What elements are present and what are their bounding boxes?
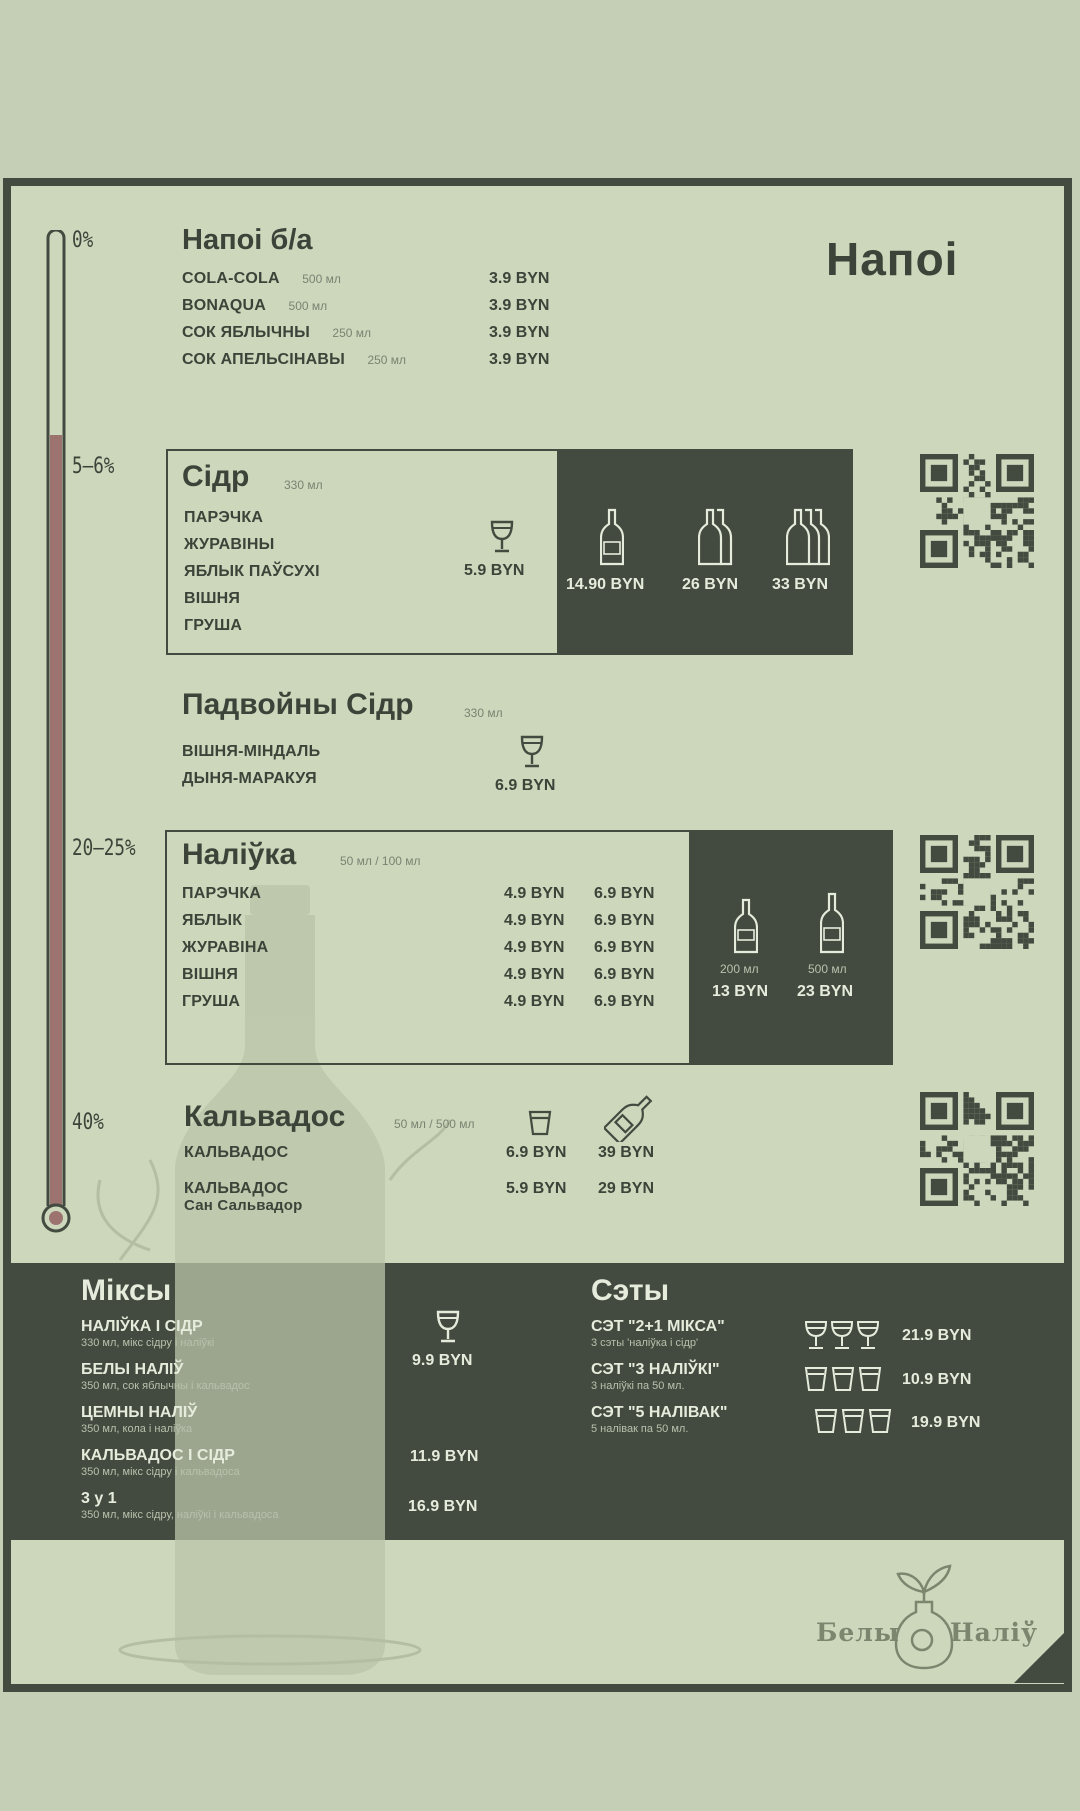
cider-bottle-price-3: 33 BYN <box>772 576 829 593</box>
item-volume: 250 мл <box>367 353 407 367</box>
mix-price-4: 11.9 BYN <box>410 1448 479 1465</box>
cider-bottle-price-2: 26 BYN <box>682 576 739 593</box>
price-100: 6.9 BYN <box>594 993 655 1010</box>
mix-description: 350 мл, мікс сідру, наліўкі і кальвадоса <box>81 1509 279 1521</box>
list-item: ВІШНЯ <box>184 590 241 607</box>
list-item <box>184 1180 684 1216</box>
naliwka-list <box>182 880 672 1015</box>
three-bottles-icon <box>786 508 830 568</box>
set-name: СЭТ "5 НАЛІВАК" <box>591 1404 728 1421</box>
set-name: СЭТ "3 НАЛІЎКІ" <box>591 1361 720 1378</box>
logo-bottle-icon <box>892 1552 956 1672</box>
list-item <box>182 880 672 907</box>
double-cider-title: Падвойны Сідр <box>182 688 414 721</box>
item-volume: 500 мл <box>288 299 328 313</box>
price-50: 4.9 BYN <box>504 966 565 983</box>
cider-bottle-price-1: 14.90 BYN <box>566 576 645 593</box>
thermometer-label-0: 0% <box>72 228 94 253</box>
item-name: СОК АПЕЛЬСІНАВЫ <box>182 351 345 368</box>
soft-drinks-list <box>182 265 582 373</box>
naliwka-bottle-price-1: 13 BYN <box>712 983 769 1000</box>
mixes-group-price: 9.9 BYN <box>412 1352 473 1369</box>
cider-glass-price: 5.9 BYN <box>464 562 525 579</box>
mix-name: НАЛІЎКА І СІДР <box>81 1318 203 1335</box>
set-description: 3 наліўкі па 50 мл. <box>591 1380 685 1392</box>
naliwka-volume: 50 мл / 100 мл <box>340 854 421 868</box>
sets-title: Сэты <box>591 1274 670 1307</box>
wine-glass-icon <box>488 520 516 554</box>
item-name: КАЛЬВАДОС <box>184 1180 289 1197</box>
list-item: ЯБЛЫК ПАЎСУХІ <box>184 563 320 580</box>
soft-drinks-title: Напоі б/а <box>182 224 313 256</box>
list-item: ЖУРАВІНЫ <box>184 536 275 553</box>
mix-description: 350 мл, мікс сідру і кальвадоса <box>81 1466 240 1478</box>
item-name: ВІШНЯ <box>182 966 239 983</box>
double-cider-list <box>182 738 320 792</box>
list-item <box>182 961 672 988</box>
item-name: СОК ЯБЛЫЧНЫ <box>182 324 310 341</box>
set-description: 3 сэты 'наліўка і сідр' <box>591 1337 699 1349</box>
item-name: COLA-COLA <box>182 270 280 287</box>
list-item <box>182 292 582 319</box>
large-bottle-icon <box>820 892 844 954</box>
list-item: ВІШНЯ-МІНДАЛЬ <box>182 743 321 760</box>
mixes-title: Міксы <box>81 1274 172 1307</box>
item-price: 3.9 BYN <box>489 270 550 287</box>
list-item <box>184 1144 684 1180</box>
price-50: 5.9 BYN <box>506 1180 567 1197</box>
tilted-bottle-icon <box>604 1094 658 1142</box>
item-price: 3.9 BYN <box>489 351 550 368</box>
list-item <box>182 346 582 373</box>
three-wine-glasses-icon <box>804 1320 884 1352</box>
list-item <box>182 907 672 934</box>
logo-text-left: Белы <box>816 1618 900 1647</box>
thermometer-label-cider: 5–6% <box>72 454 115 479</box>
mix-description: 350 мл, сок яблычны і кальвадос <box>81 1380 250 1392</box>
list-item <box>182 319 582 346</box>
wine-glass-icon <box>434 1310 462 1344</box>
list-item <box>182 934 672 961</box>
price-500: 39 BYN <box>598 1144 655 1161</box>
naliwka-bottles-panel <box>689 832 891 1063</box>
price-100: 6.9 BYN <box>594 912 655 929</box>
set-description: 5 налівак па 50 мл. <box>591 1423 689 1435</box>
mix-description: 350 мл, кола і наліўка <box>81 1423 193 1435</box>
cider-list <box>184 504 320 639</box>
price-50: 4.9 BYN <box>504 993 565 1010</box>
naliwka-bottle-volume-2: 500 мл <box>808 962 847 976</box>
thermometer-label-calvados: 40% <box>72 1110 104 1135</box>
cider-title: Сідр <box>182 460 250 493</box>
item-name: ПАРЭЧКА <box>182 885 262 902</box>
item-name: BONAQUA <box>182 297 267 314</box>
mix-name: ЦЕМНЫ НАЛІЎ <box>81 1404 198 1421</box>
calvados-list <box>184 1144 684 1216</box>
small-bottle-icon <box>734 898 758 954</box>
set-price-1: 21.9 BYN <box>902 1327 972 1344</box>
qr-code-calvados[interactable] <box>920 1092 1034 1206</box>
qr-code-cider[interactable] <box>920 454 1034 568</box>
price-100: 6.9 BYN <box>594 885 655 902</box>
list-item: ПАРЭЧКА <box>184 509 264 526</box>
price-50: 6.9 BYN <box>506 1144 567 1161</box>
cider-volume: 330 мл <box>284 478 323 492</box>
price-50: 4.9 BYN <box>504 912 565 929</box>
naliwka-title: Наліўка <box>182 838 297 871</box>
logo-text-right: Наліў <box>950 1618 1038 1647</box>
item-subtitle: Сан Сальвадор <box>184 1197 303 1214</box>
three-shot-glasses-icon <box>804 1366 884 1394</box>
list-item <box>81 1404 501 1447</box>
two-bottles-icon <box>698 508 734 568</box>
calvados-volume: 50 мл / 500 мл <box>394 1117 475 1131</box>
item-name: ГРУША <box>182 993 241 1010</box>
price-50: 4.9 BYN <box>504 885 565 902</box>
price-100: 6.9 BYN <box>594 939 655 956</box>
set-name: СЭТ "2+1 МІКСА" <box>591 1318 725 1335</box>
naliwka-bottle-volume-1: 200 мл <box>720 962 759 976</box>
item-volume: 500 мл <box>302 272 341 286</box>
list-item <box>182 988 672 1015</box>
mix-description: 330 мл, мікс сідру і наліўкі <box>81 1337 215 1349</box>
mix-name: БЕЛЫ НАЛІЎ <box>81 1361 184 1378</box>
item-price: 3.9 BYN <box>489 324 550 341</box>
three-shot-glasses-icon <box>814 1408 894 1436</box>
item-name: КАЛЬВАДОС <box>184 1144 289 1161</box>
bottle-icon <box>600 508 624 568</box>
set-price-2: 10.9 BYN <box>902 1371 972 1388</box>
qr-code-naliwka[interactable] <box>920 835 1034 949</box>
set-price-3: 19.9 BYN <box>911 1414 981 1431</box>
item-name: ЖУРАВІНА <box>182 939 269 956</box>
thermometer <box>38 230 74 1240</box>
mix-price-5: 16.9 BYN <box>408 1498 478 1515</box>
price-100: 6.9 BYN <box>594 966 655 983</box>
mix-name: 3 у 1 <box>81 1490 117 1507</box>
price-50: 4.9 BYN <box>504 939 565 956</box>
double-cider-volume: 330 мл <box>464 706 503 720</box>
double-cider-price: 6.9 BYN <box>495 777 556 794</box>
page-title: Напоі <box>826 233 959 285</box>
list-item <box>182 265 582 292</box>
wine-glass-icon <box>518 735 546 769</box>
item-volume: 250 мл <box>332 326 372 340</box>
item-name: ЯБЛЫК <box>182 912 243 929</box>
shot-glass-icon <box>528 1110 552 1136</box>
item-price: 3.9 BYN <box>489 297 550 314</box>
naliwka-bottle-price-2: 23 BYN <box>797 983 854 1000</box>
mix-name: КАЛЬВАДОС І СІДР <box>81 1447 235 1464</box>
list-item: ДЫНЯ-МАРАКУЯ <box>182 770 317 787</box>
thermometer-label-naliwka: 20–25% <box>72 836 136 861</box>
brand-logo <box>816 1552 1036 1672</box>
calvados-title: Кальвадос <box>184 1100 346 1133</box>
price-500: 29 BYN <box>598 1180 655 1197</box>
list-item: ГРУША <box>184 617 243 634</box>
